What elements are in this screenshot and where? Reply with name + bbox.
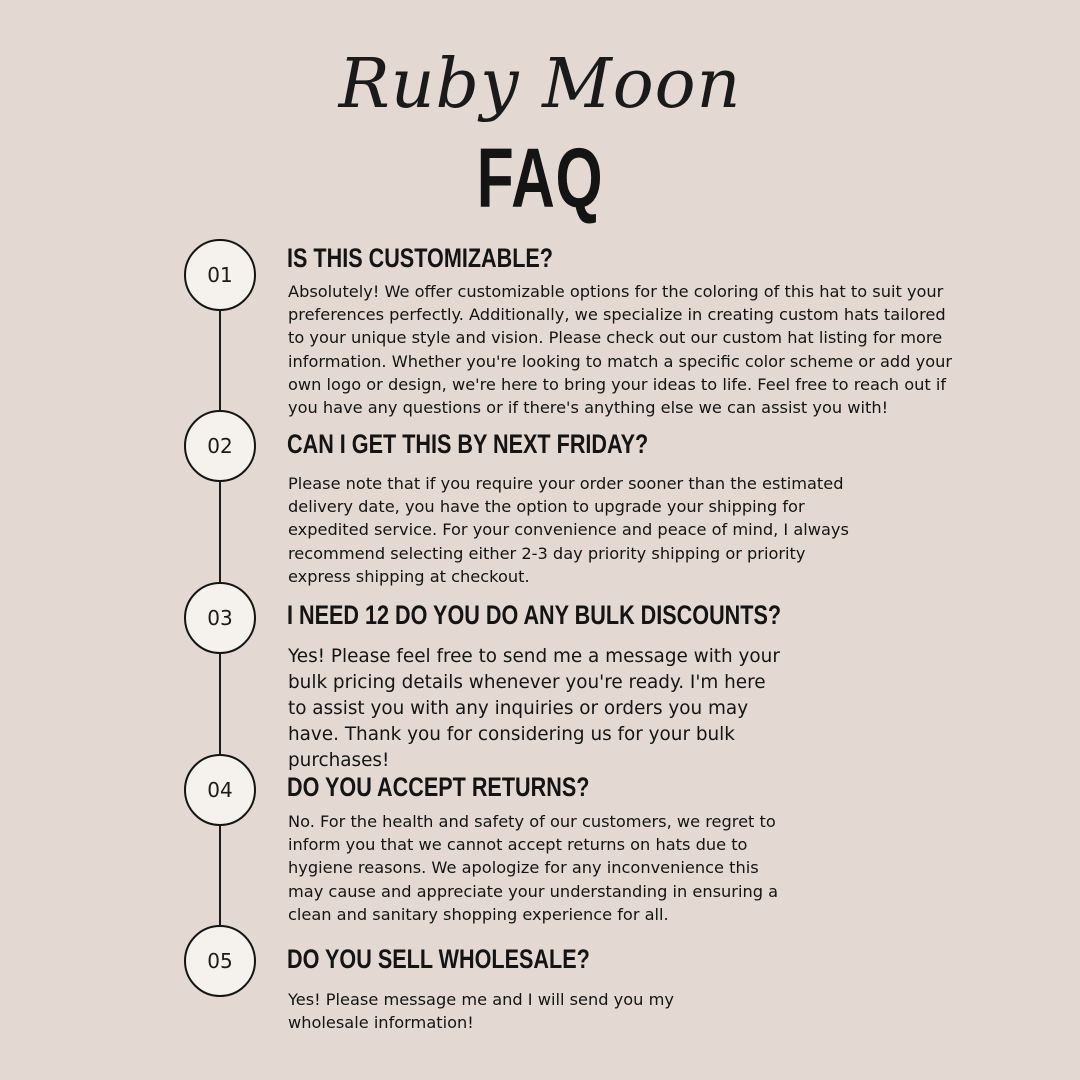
faq-answer-2: Please note that if you require your order sooner than the estimated delivery date, you have the option to upgrade your shipping for expedited service. For your convenience and peace of mind, I always recommend selecting either 2-3 day priority shipping or priority express shipping at checkout. — [288, 474, 849, 586]
faq-number-2: 02 — [184, 410, 256, 482]
brand-logo: Ruby Moon — [338, 45, 742, 124]
page-title: FAQ — [476, 131, 604, 225]
faq-answer-3: Yes! Please feel free to send me a message with your bulk pricing details whenever you're ready. I'm here to assist you with any inquiries or orders you may have. Thank you for considering us for your bulk purchases! — [288, 646, 780, 771]
faq-number-3: 03 — [184, 582, 256, 654]
faq-question-2: CAN I GET THIS BY NEXT FRIDAY? — [287, 429, 649, 459]
faq-question-1: IS THIS CUSTOMIZABLE? — [287, 243, 554, 273]
faq-answer-1: Absolutely! We offer customizable options for the coloring of this hat to suit your preferences perfectly. Additionally, we specialize in creating custom hats tailored to your unique style and vision. Please check out our custom hat listing for more information. Whether you're looking to match a specific color scheme or add your own logo or design, we're here to bring your ideas to life. Feel free to reach out if you have any questions or if there's anything else we can assist you with! — [288, 282, 953, 418]
faq-question-4: DO YOU ACCEPT RETURNS? — [287, 772, 590, 802]
faq-answer-4: No. For the health and safety of our customers, we regret to inform you that we cannot accept returns on hats due to hygiene reasons. We apologize for any inconvenience this may cause and appreciate your understanding in ensuring a clean and sanitary shopping experience for all. — [288, 812, 779, 924]
faq-question-5: DO YOU SELL WHOLESALE? — [287, 944, 590, 974]
faq-number-4: 04 — [184, 754, 256, 826]
faq-answer-5: Yes! Please message me and I will send you my wholesale information! — [288, 990, 674, 1033]
faq-number-1: 01 — [184, 239, 256, 311]
faq-question-3: I NEED 12 DO YOU DO ANY BULK DISCOUNTS? — [287, 600, 782, 630]
faq-number-5: 05 — [184, 925, 256, 997]
